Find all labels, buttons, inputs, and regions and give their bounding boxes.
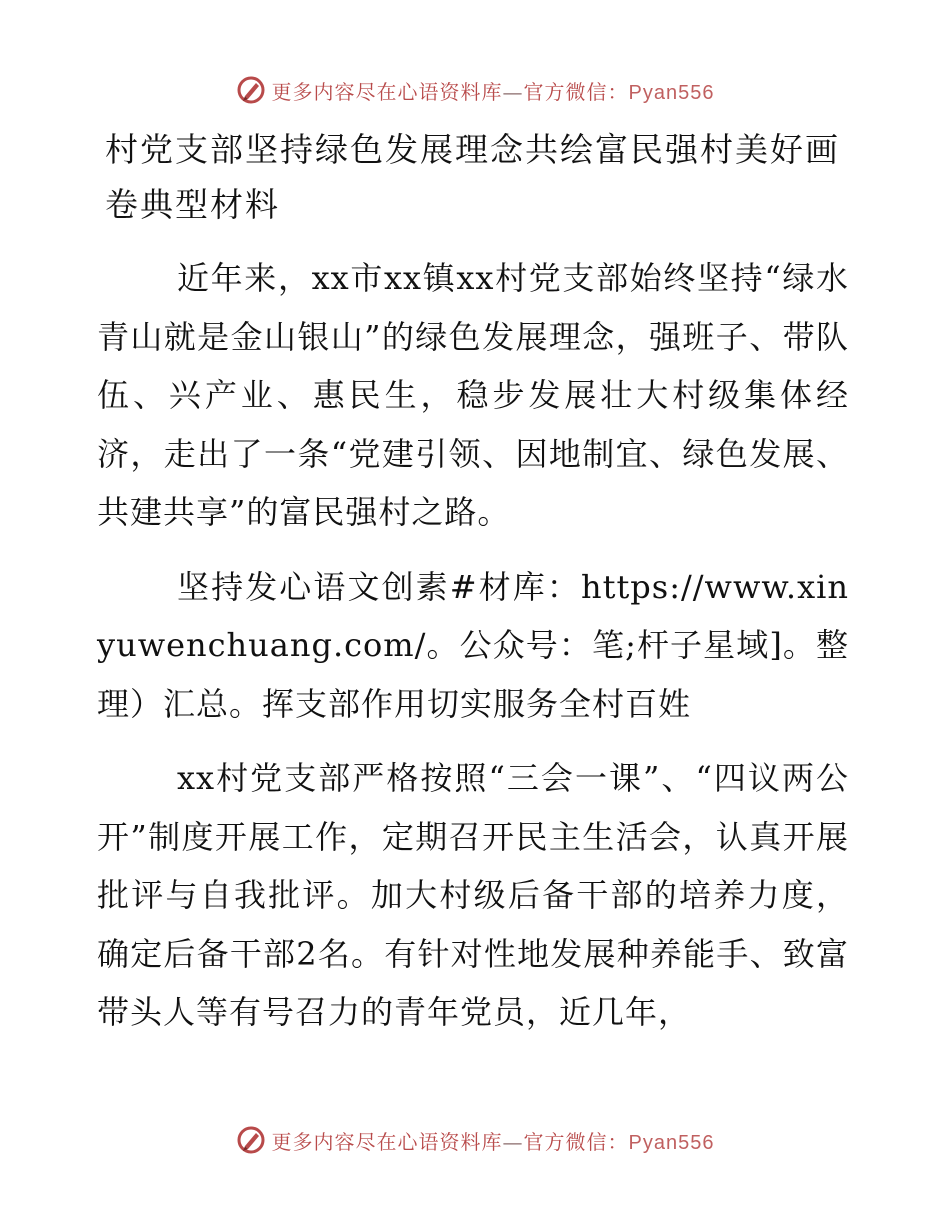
banner-text: 更多内容尽在心语资料库—官方微信：Pyan556 [271, 79, 715, 104]
document-title: 村党支部坚持绿色发展理念共绘富民强村美好画卷典型材料 [105, 130, 840, 224]
banner-text: 更多内容尽在心语资料库—官方微信：Pyan556 [271, 1129, 715, 1154]
paragraph: xx村党支部严格按照“三会一课”、“四议两公开”制度开展工作，定期召开民主生活会，认真开展批评与自我批评。加大村级后备干部的培养力度，确定后备干部2名。有针对性地发展种养能手、致富带头人等有号召力的青年党员，近几年， [97, 759, 849, 1031]
header-watermark-banner [0, 70, 950, 110]
pen-logo-icon [236, 75, 266, 105]
paragraph: 近年来，xx市xx镇xx村党支部始终坚持“绿水青山就是金山银山”的绿色发展理念，强班子、带队伍、兴产业、惠民生，稳步发展壮大村级集体经济，走出了一条“党建引领、因地制宜、绿色发展、共建共享”的富民强村之路。 [97, 259, 849, 531]
footer-watermark-banner [0, 1120, 950, 1160]
paragraph: 坚持发心语文创素#材库：https://www.xinyuwenchuang.com/。公众号：笔;杆子星域]。整理）汇总。挥支部作用切实服务全村百姓 [97, 567, 849, 723]
document-body [97, 122, 849, 1058]
pen-logo-icon [236, 1125, 266, 1155]
